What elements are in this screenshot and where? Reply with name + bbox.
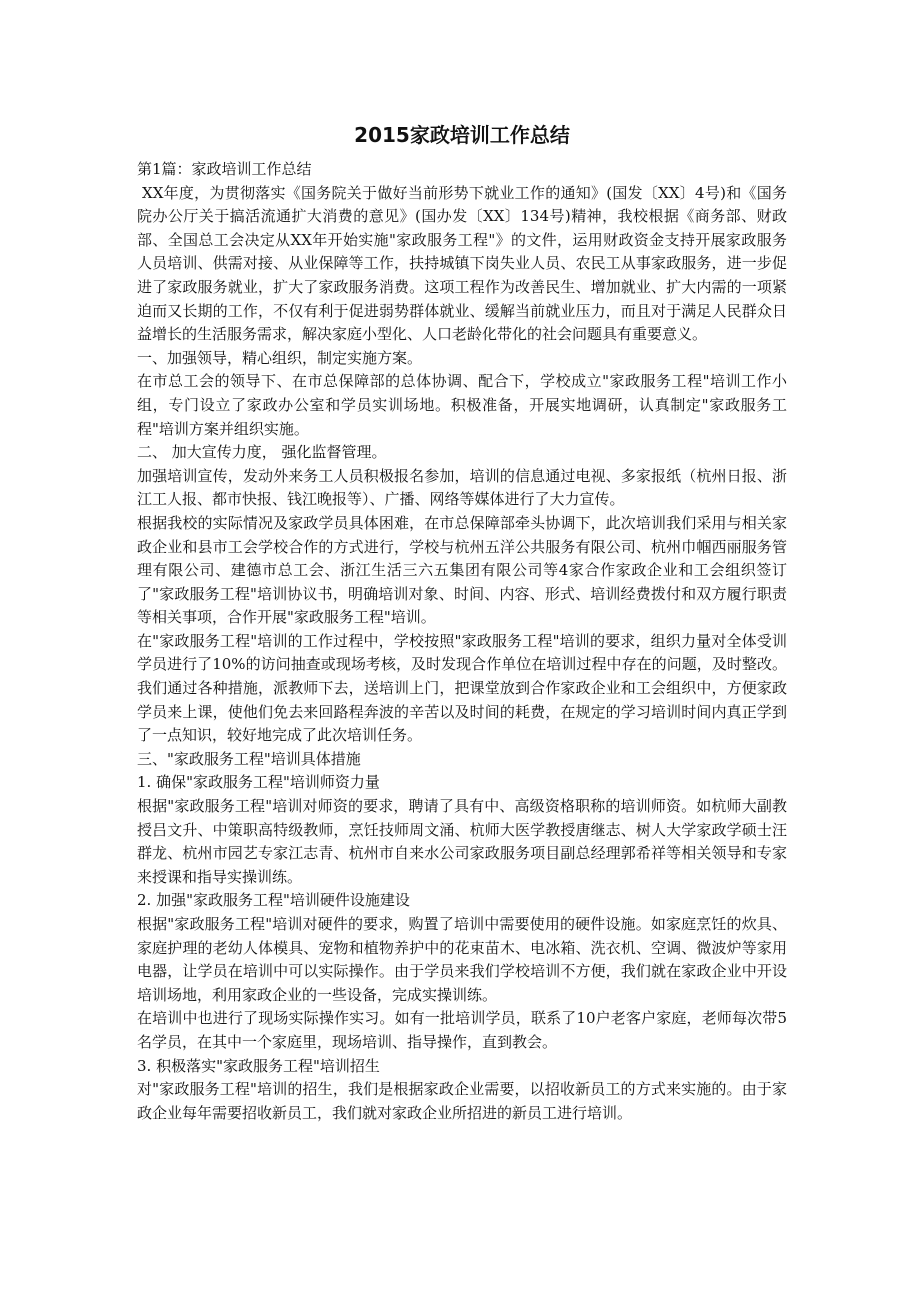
document-body <box>137 158 787 1125</box>
paragraph: 根据"家政服务工程"培训对师资的要求，聘请了具有中、高级资格职称的培训师资。如杭师大副教授吕文升、中策职高特级教师，烹饪技师周文涌、杭师大医学教授唐继志、树人大学家政学硕士汪群龙、杭州市园艺专家江志青、杭州市自来水公司家政服务项目副总经理郭希祥等相关领导和专家来授课和指导实操训练。 <box>137 797 787 886</box>
document-title: 2015家政培训工作总结 <box>354 123 570 147</box>
section-heading: 一、加强领导，精心组织，制定实施方案。 <box>137 348 423 367</box>
paragraph: 对"家政服务工程"培训的招生，我们是根据家政企业需要，以招收新员工的方式来实施的。由于家政企业每年需要招收新员工，我们就对家政企业所招进的新员工进行培训。 <box>137 1080 787 1122</box>
subsection-heading: 3. 积极落实"家政服务工程"培训招生 <box>137 1056 380 1075</box>
paragraph: 在"家政服务工程"培训的工作过程中，学校按照"家政服务工程"培训的要求，组织力量对全体受训学员进行了10%的访问抽查或现场考核，及时发现合作单位在培训过程中存在的问题，及时整改。我们通过各种措施，派教师下去，送培训上门，把课堂放到合作家政企业和工会组织中，方便家政学员来上课，使他们免去来回路程奔波的辛苦以及时间的耗费，在规定的学习培训时间内真正学到了一点知识，较好地完成了此次培训任务。 <box>137 631 787 745</box>
paragraph: 在培训中也进行了现场实际操作实习。如有一批培训学员，联系了10户老客户家庭，老师每次带5名学员，在其中一个家庭里，现场培训、指导操作，直到教会。 <box>137 1009 787 1051</box>
paragraph: 在市总工会的领导下、在市总保障部的总体协调、配合下，学校成立"家政服务工程"培训工作小组，专门设立了家政办公室和学员实训场地。积极准备，开展实地调研，认真制定"家政服务工程"培训方案并组织实施。 <box>137 372 787 438</box>
paragraph: 根据我校的实际情况及家政学员具体困难，在市总保障部牵头协调下，此次培训我们采用与相关家政企业和县市工会学校合作的方式进行，学校与杭州五洋公共服务有限公司、杭州巾帼西丽服务管理有限公司、建德市总工会、浙江生活三六五集团有限公司等4家合作家政企业和工会组织签订了"家政服务工程"培训协议书，明确培训对象、时间、内容、形式、培训经费拨付和双方履行职责等相关事项，合作开展"家政服务工程"培训。 <box>137 513 787 627</box>
paragraph: 加强培训宣传，发动外来务工人员积极报名参加，培训的信息通过电视、多家报纸（杭州日报、浙江工人报、都市快报、钱江晚报等）、广播、网络等媒体进行了大力宣传。 <box>137 466 787 509</box>
paragraph: 根据"家政服务工程"培训对硬件的要求，购置了培训中需要使用的硬件设施。如家庭烹饪的炊具、家庭护理的老幼人体模具、宠物和植物养护中的花束苗木、电冰箱、洗衣机、空调、微波炉等家用电器，让学员在培训中可以实际操作。由于学员来我们学校培训不方便，我们就在家政企业中开设培训场地，利用家政企业的一些设备，完成实操训练。 <box>137 915 787 1004</box>
section-heading: 第1篇：家政培训工作总结 <box>137 160 312 178</box>
document-page <box>137 120 787 1125</box>
section-heading: 二、 加大宣传力度， 强化监督管理。 <box>137 443 387 462</box>
subsection-heading: 1. 确保"家政服务工程"培训师资力量 <box>137 773 380 792</box>
subsection-heading: 2. 加强"家政服务工程"培训硬件设施建设 <box>137 891 410 910</box>
section-heading: 三、"家政服务工程"培训具体措施 <box>137 749 361 768</box>
paragraph: XX年度，为贯彻落实《国务院关于做好当前形势下就业工作的通知》(国发〔XX〕4号)和《国务院办公厅关于搞活流通扩大消费的意见》(国办发〔XX〕134号)精神，我校根据《商务部、财政部、全国总工会决定从XX年开始实施"家政服务工程"》的文件，运用财政资金支持开展家政服务人员培训、供需对接、从业保障等工作，扶持城镇下岗失业人员、农民工从事家政服务，进一步促进了家政服务就业，扩大了家政服务消费。这项工程作为改善民生、增加就业、扩大内需的一项紧迫而又长期的工作，不仅有利于促进弱势群体就业、缓解当前就业压力，而且对于满足人民群众日益增长的生活服务需求，解决家庭小型化、人口老龄化带化的社会问题具有重要意义。 <box>137 183 787 344</box>
